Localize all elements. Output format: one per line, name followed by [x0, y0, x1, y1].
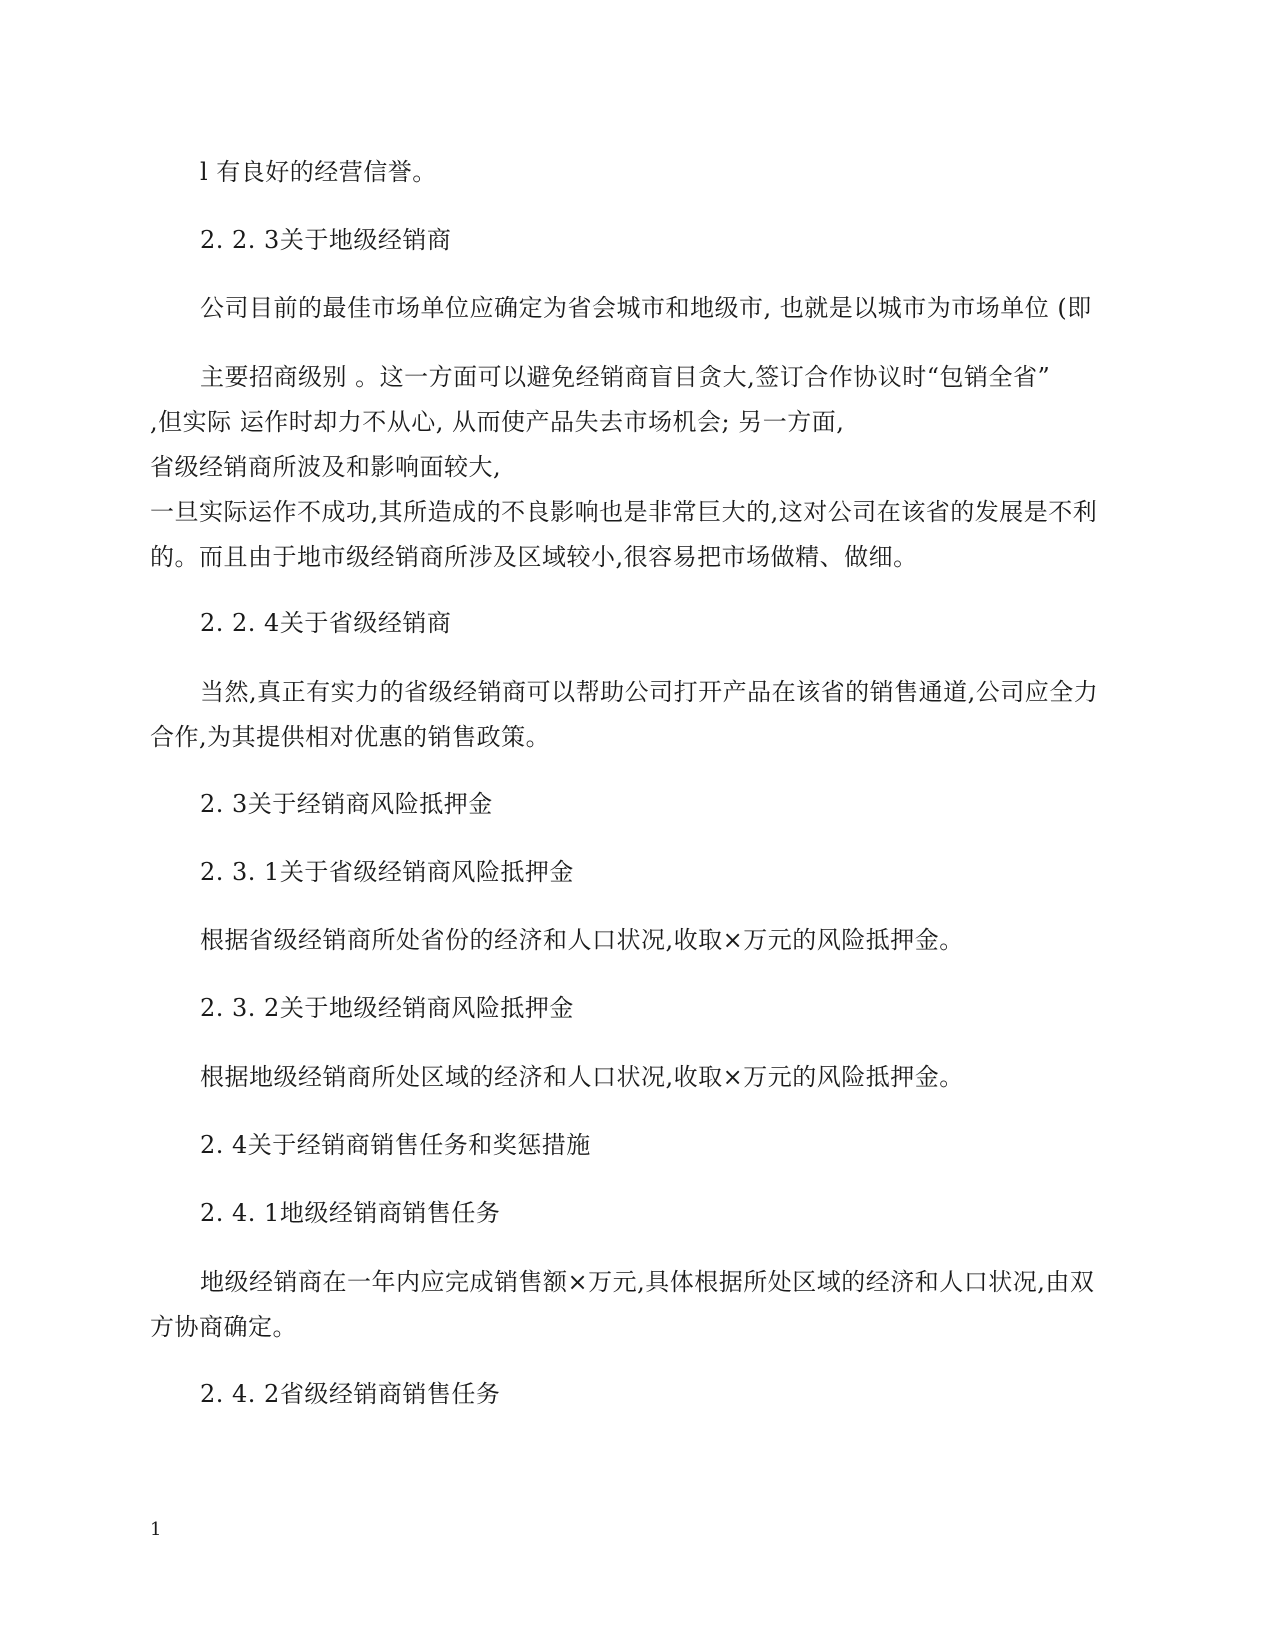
- section-heading-2-3-1: 2. 3. 1关于省级经销商风险抵押金: [200, 858, 574, 886]
- body-text-line: 的。而且由于地市级经销商所涉及区域较小,很容易把市场做精、做细。: [150, 543, 918, 571]
- section-heading-2-4-1: 2. 4. 1地级经销商销售任务: [200, 1199, 501, 1227]
- section-heading-2-2-3: 2. 2. 3关于地级经销商: [200, 226, 452, 254]
- section-heading-2-4: 2. 4关于经销商销售任务和奖惩措施: [200, 1131, 591, 1159]
- body-text-line: 根据省级经销商所处省份的经济和人口状况,收取×万元的风险抵押金。: [200, 926, 964, 954]
- body-text-line: 一旦实际运作不成功,其所造成的不良影响也是非常巨大的,这对公司在该省的发展是不利: [150, 498, 1098, 526]
- body-text-line: l 有良好的经营信誉。: [200, 158, 437, 186]
- body-text-line: 当然,真正有实力的省级经销商可以帮助公司打开产品在该省的销售通道,公司应全力: [200, 678, 1099, 706]
- body-text-line: 根据地级经销商所处区域的经济和人口状况,收取×万元的风险抵押金。: [200, 1063, 964, 1091]
- body-text-line: 公司目前的最佳市场单位应确定为省会城市和地级市, 也就是以城市为市场单位 (即: [200, 294, 1092, 322]
- section-heading-2-2-4: 2. 2. 4关于省级经销商: [200, 609, 452, 637]
- body-text-line: 省级经销商所波及和影响面较大,: [150, 453, 502, 481]
- section-heading-2-3-2: 2. 3. 2关于地级经销商风险抵押金: [200, 994, 574, 1022]
- body-text-line: 方协商确定。: [150, 1313, 297, 1341]
- body-text-line: 合作,为其提供相对优惠的销售政策。: [150, 723, 551, 751]
- body-text-line: 地级经销商在一年内应完成销售额×万元,具体根据所处区域的经济和人口状况,由双: [200, 1268, 1095, 1296]
- section-heading-2-3: 2. 3关于经销商风险抵押金: [200, 790, 493, 818]
- body-text-line: 主要招商级别 。这一方面可以避免经销商盲目贪大,签订合作协议时“包销全省”: [200, 363, 1051, 391]
- section-heading-2-4-2: 2. 4. 2省级经销商销售任务: [200, 1380, 501, 1408]
- page-number: 1: [150, 1519, 162, 1540]
- body-text-line: ,但实际 运作时却力不从心, 从而使产品失去市场机会; 另一方面,: [150, 408, 845, 436]
